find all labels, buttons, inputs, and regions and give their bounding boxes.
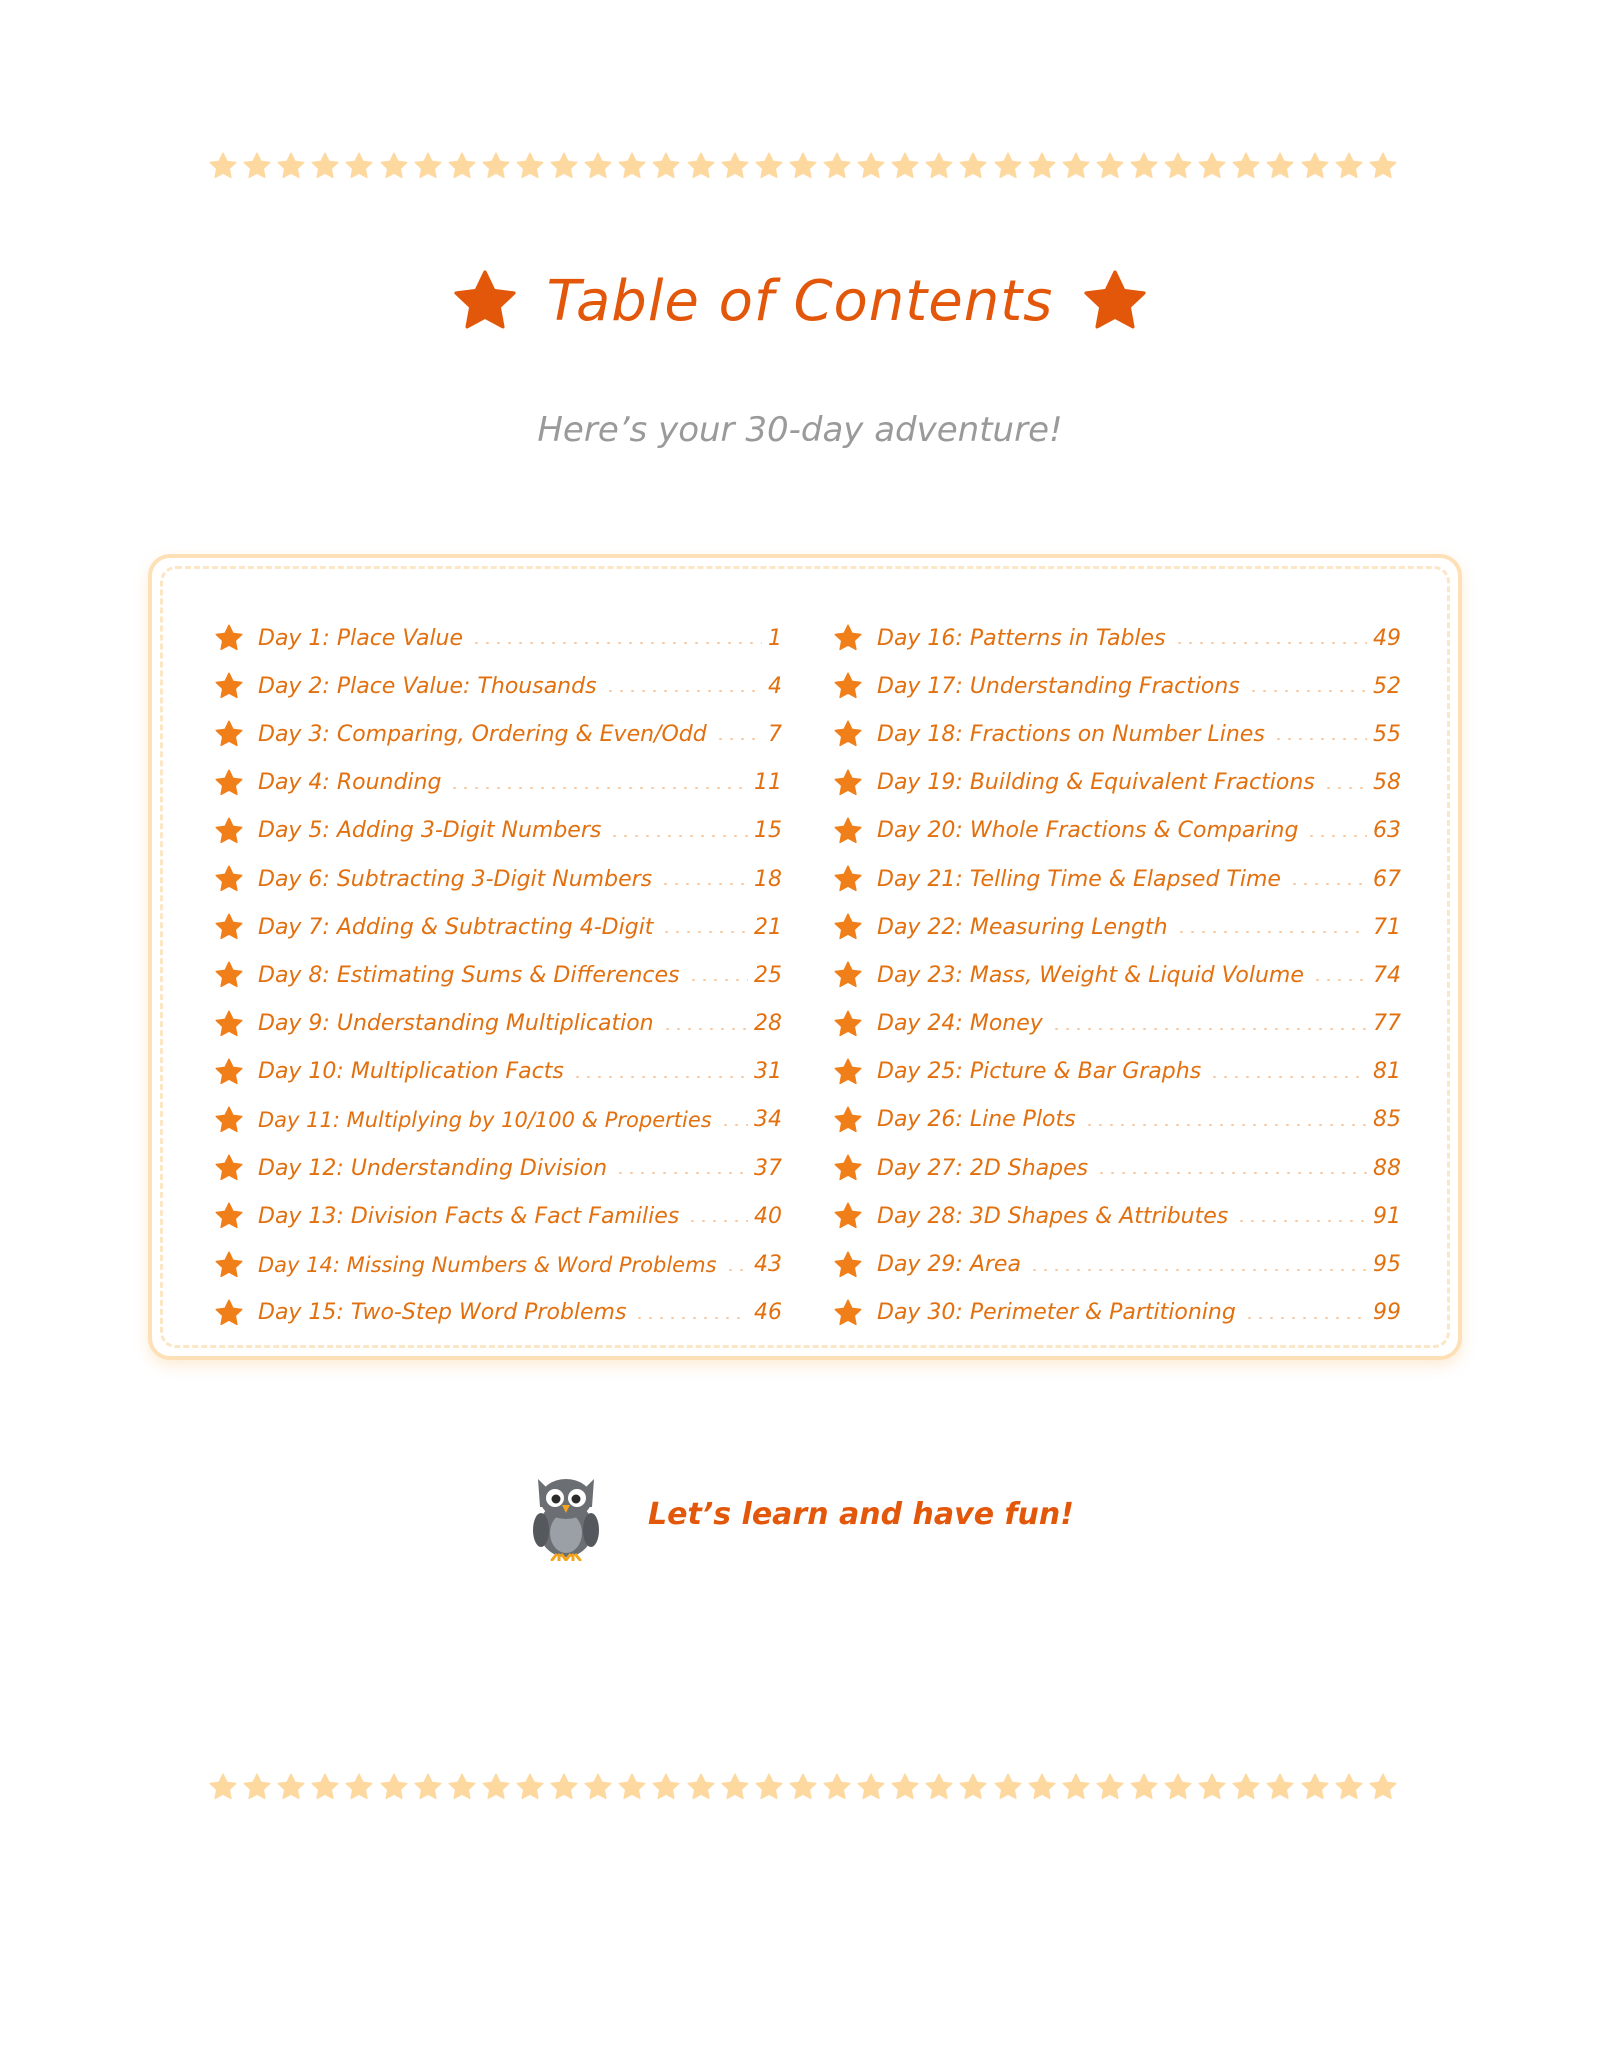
toc-entry[interactable]: [214, 855, 782, 903]
toc-entry-title: Day 6: Subtracting 3-Digit Numbers: [258, 866, 653, 892]
star-icon: [1061, 151, 1091, 181]
star-icon: [686, 151, 716, 181]
toc-entry-page: 49: [1373, 625, 1401, 651]
toc-entry[interactable]: [214, 1000, 782, 1048]
toc-entry-title: Day 12: Understanding Division: [258, 1155, 608, 1181]
star-icon: [1027, 151, 1057, 181]
dot-leader: [1084, 1124, 1367, 1126]
dot-leader: [615, 1172, 748, 1174]
dot-leader: [660, 883, 748, 885]
star-icon: [617, 151, 647, 181]
toc-entry[interactable]: [214, 1048, 782, 1096]
star-icon: [1163, 1772, 1193, 1802]
toc-entry-title: Day 18: Fractions on Number Lines: [877, 721, 1265, 747]
dot-leader: [1244, 1317, 1367, 1319]
toc-entry-title: Day 8: Estimating Sums & Differences: [258, 962, 680, 988]
star-icon: [242, 151, 272, 181]
dot-leader: [661, 931, 748, 933]
dot-leader: [1248, 690, 1367, 692]
star-icon: [379, 1772, 409, 1802]
star-icon: [413, 151, 443, 181]
toc-entry-title: Day 20: Whole Fractions & Comparing: [877, 818, 1299, 844]
star-icon: [413, 1772, 443, 1802]
toc-column-right: [833, 614, 1401, 1337]
toc-entry-page: 81: [1373, 1059, 1401, 1085]
dot-leader: [1306, 835, 1367, 837]
toc-entry-title: Day 24: Money: [877, 1011, 1043, 1037]
footer-text: Let’s learn and have fun!: [648, 1496, 1074, 1532]
star-icon: [833, 671, 877, 701]
star-icon: [833, 1250, 877, 1280]
toc-entry[interactable]: [214, 807, 782, 855]
star-icon: [1334, 1772, 1364, 1802]
star-icon: [214, 960, 258, 990]
toc-entry-title: Day 7: Adding & Subtracting 4-Digit: [258, 914, 654, 940]
star-icon: [214, 864, 258, 894]
star-icon: [583, 151, 613, 181]
toc-entry[interactable]: [833, 1289, 1401, 1337]
star-icon: [214, 671, 258, 701]
toc-entry-page: 74: [1373, 962, 1401, 988]
toc-entry-page: 18: [754, 866, 782, 892]
dot-leader: [725, 1269, 748, 1271]
star-icon: [549, 1772, 579, 1802]
star-icon: [451, 267, 519, 335]
toc-entry[interactable]: [214, 614, 782, 662]
toc-entry-title: Day 5: Adding 3-Digit Numbers: [258, 818, 602, 844]
star-icon: [833, 816, 877, 846]
star-icon: [583, 1772, 613, 1802]
star-icon: [310, 151, 340, 181]
toc-entry-title: Day 16: Patterns in Tables: [877, 625, 1166, 651]
toc-entry-title: Day 19: Building & Equivalent Fractions: [877, 770, 1315, 796]
star-icon: [214, 1009, 258, 1039]
toc-entry[interactable]: [214, 1192, 782, 1240]
toc-entry[interactable]: [833, 903, 1401, 951]
toc-entry[interactable]: [214, 1289, 782, 1337]
star-icon: [651, 151, 681, 181]
star-icon: [1300, 151, 1330, 181]
star-icon: [1265, 151, 1295, 181]
star-icon: [890, 1772, 920, 1802]
star-icon: [276, 151, 306, 181]
dot-leader: [449, 787, 748, 789]
toc-entry-title: Day 21: Telling Time & Elapsed Time: [877, 866, 1281, 892]
star-icon: [720, 1772, 750, 1802]
toc-entry-page: 58: [1373, 770, 1401, 796]
toc-entry[interactable]: [833, 710, 1401, 758]
star-icon: [214, 1250, 258, 1280]
star-icon: [1300, 1772, 1330, 1802]
toc-entry-page: 91: [1373, 1203, 1401, 1229]
toc-entry[interactable]: [833, 759, 1401, 807]
toc-entry-page: 34: [754, 1107, 782, 1133]
toc-entry[interactable]: [214, 1096, 782, 1144]
star-icon: [822, 1772, 852, 1802]
star-icon: [447, 1772, 477, 1802]
dot-leader: [688, 979, 748, 981]
dot-leader: [1273, 738, 1367, 740]
toc-entry-page: 31: [754, 1059, 782, 1085]
star-icon: [958, 1772, 988, 1802]
toc-entry-title: Day 4: Rounding: [258, 770, 442, 796]
star-icon: [833, 1201, 877, 1231]
star-icon: [1163, 151, 1193, 181]
star-icon: [1368, 1772, 1398, 1802]
star-icon: [754, 1772, 784, 1802]
toc-entry-page: 52: [1373, 673, 1401, 699]
star-icon: [686, 1772, 716, 1802]
star-icon: [214, 816, 258, 846]
toc-entry-page: 77: [1373, 1011, 1401, 1037]
toc-entry-page: 7: [768, 721, 782, 747]
toc-entry-title: Day 9: Understanding Multiplication: [258, 1011, 654, 1037]
toc-entry-page: 55: [1373, 721, 1401, 747]
star-icon: [788, 1772, 818, 1802]
toc-entry-page: 88: [1373, 1155, 1401, 1181]
toc-entry[interactable]: [214, 951, 782, 999]
star-icon: [1197, 1772, 1227, 1802]
toc-entry-page: 40: [754, 1203, 782, 1229]
dot-leader: [609, 835, 748, 837]
star-icon: [214, 912, 258, 942]
toc-entry-title: Day 2: Place Value: Thousands: [258, 673, 597, 699]
bottom-star-border: [208, 1770, 1398, 1804]
toc-entry[interactable]: [214, 710, 782, 758]
star-icon: [833, 719, 877, 749]
star-icon: [1081, 267, 1149, 335]
star-icon: [208, 151, 238, 181]
toc-entry-page: 95: [1373, 1252, 1401, 1278]
star-icon: [720, 151, 750, 181]
toc-entry[interactable]: [833, 662, 1401, 710]
star-icon: [379, 151, 409, 181]
star-icon: [1197, 151, 1227, 181]
toc-entry[interactable]: [214, 1240, 782, 1288]
star-icon: [617, 1772, 647, 1802]
star-icon: [549, 151, 579, 181]
star-icon: [890, 151, 920, 181]
star-icon: [833, 1153, 877, 1183]
toc-entry[interactable]: [833, 807, 1401, 855]
dot-leader: [605, 690, 762, 692]
star-icon: [214, 768, 258, 798]
dot-leader: [1236, 1220, 1367, 1222]
toc-entry-page: 43: [754, 1252, 782, 1278]
page-subtitle: Here’s your 30-day adventure!: [537, 410, 1063, 450]
star-icon: [1334, 151, 1364, 181]
toc-entry[interactable]: [214, 903, 782, 951]
toc-entry-page: 11: [754, 770, 782, 796]
toc-entry-title: Day 15: Two-Step Word Problems: [258, 1300, 627, 1326]
toc-entry[interactable]: [833, 614, 1401, 662]
star-icon: [344, 151, 374, 181]
toc-column-left: [214, 614, 782, 1337]
toc-entry[interactable]: [833, 1048, 1401, 1096]
toc-entry-page: 28: [754, 1011, 782, 1037]
star-icon: [924, 1772, 954, 1802]
toc-entry[interactable]: [214, 1144, 782, 1192]
toc-entry-title: Day 3: Comparing, Ordering & Even/Odd: [258, 721, 707, 747]
star-icon: [214, 1201, 258, 1231]
dot-leader: [1209, 1076, 1367, 1078]
star-icon: [208, 1772, 238, 1802]
toc-entry-page: 63: [1373, 818, 1401, 844]
toc-entry-title: Day 13: Division Facts & Fact Families: [258, 1203, 680, 1229]
star-icon: [833, 960, 877, 990]
toc-entry-page: 37: [754, 1155, 782, 1181]
page-title: Table of Contents: [546, 268, 1054, 334]
toc-entry[interactable]: [833, 1096, 1401, 1144]
toc-entry-title: Day 27: 2D Shapes: [877, 1155, 1089, 1181]
star-icon: [1231, 151, 1261, 181]
owl-icon: [526, 1467, 606, 1561]
dot-leader: [471, 642, 762, 644]
toc-box: [148, 554, 1462, 1360]
star-icon: [214, 1057, 258, 1087]
toc-entry[interactable]: [833, 1144, 1401, 1192]
star-icon: [958, 151, 988, 181]
toc-entry-title: Day 25: Picture & Bar Graphs: [877, 1059, 1202, 1085]
toc-entry-page: 99: [1373, 1300, 1401, 1326]
dot-leader: [1029, 1269, 1367, 1271]
star-icon: [833, 768, 877, 798]
dot-leader: [572, 1076, 748, 1078]
star-icon: [754, 151, 784, 181]
star-icon: [310, 1772, 340, 1802]
star-icon: [833, 864, 877, 894]
top-star-border: [208, 149, 1398, 183]
toc-entry-page: 15: [754, 818, 782, 844]
star-icon: [481, 1772, 511, 1802]
star-icon: [833, 1298, 877, 1328]
toc-entry[interactable]: [833, 1192, 1401, 1240]
star-icon: [856, 1772, 886, 1802]
star-icon: [1129, 1772, 1159, 1802]
star-icon: [276, 1772, 306, 1802]
star-icon: [214, 623, 258, 653]
star-icon: [1027, 1772, 1057, 1802]
star-icon: [993, 1772, 1023, 1802]
star-icon: [344, 1772, 374, 1802]
toc-entry-title: Day 17: Understanding Fractions: [877, 673, 1240, 699]
star-icon: [515, 151, 545, 181]
dot-leader: [634, 1317, 748, 1319]
toc-entry-title: Day 29: Area: [877, 1252, 1021, 1278]
star-icon: [1231, 1772, 1261, 1802]
toc-entry-title: Day 1: Place Value: [258, 625, 464, 651]
star-icon: [1095, 1772, 1125, 1802]
star-icon: [1265, 1772, 1295, 1802]
toc-entry-page: 25: [754, 962, 782, 988]
toc-entry-title: Day 14: Missing Numbers & Word Problems: [258, 1252, 717, 1277]
toc-entry-title: Day 28: 3D Shapes & Attributes: [877, 1203, 1229, 1229]
title-row: [0, 256, 1600, 346]
star-icon: [788, 151, 818, 181]
dot-leader: [715, 738, 762, 740]
dot-leader: [1096, 1172, 1367, 1174]
toc-entry-page: 46: [754, 1300, 782, 1326]
toc-entry-title: Day 23: Mass, Weight & Liquid Volume: [877, 962, 1304, 988]
toc-entry-title: Day 22: Measuring Length: [877, 914, 1168, 940]
dot-leader: [1051, 1028, 1367, 1030]
star-icon: [822, 151, 852, 181]
star-icon: [833, 623, 877, 653]
star-icon: [833, 1009, 877, 1039]
toc-entry[interactable]: [833, 855, 1401, 903]
toc-entry-title: Day 26: Line Plots: [877, 1107, 1076, 1133]
star-icon: [1129, 151, 1159, 181]
star-icon: [856, 151, 886, 181]
toc-entry-page: 67: [1373, 866, 1401, 892]
dot-leader: [1323, 787, 1367, 789]
dot-leader: [1312, 979, 1367, 981]
star-icon: [481, 151, 511, 181]
toc-entry-page: 71: [1373, 914, 1401, 940]
toc-entry-title: Day 30: Perimeter & Partitioning: [877, 1300, 1236, 1326]
dot-leader: [687, 1220, 748, 1222]
toc-entry-title: Day 11: Multiplying by 10/100 & Properties: [258, 1107, 712, 1132]
star-icon: [993, 151, 1023, 181]
dot-leader: [662, 1028, 748, 1030]
star-icon: [833, 1057, 877, 1087]
footer: [0, 1466, 1600, 1562]
dot-leader: [1176, 931, 1367, 933]
star-icon: [515, 1772, 545, 1802]
toc-entry-page: 4: [768, 673, 782, 699]
star-icon: [1095, 151, 1125, 181]
star-icon: [447, 151, 477, 181]
toc-entry-page: 85: [1373, 1107, 1401, 1133]
star-icon: [833, 912, 877, 942]
star-icon: [924, 151, 954, 181]
star-icon: [214, 719, 258, 749]
star-icon: [1061, 1772, 1091, 1802]
dot-leader: [720, 1124, 748, 1126]
toc-entry-title: Day 10: Multiplication Facts: [258, 1059, 564, 1085]
star-icon: [833, 1105, 877, 1135]
star-icon: [214, 1153, 258, 1183]
toc-entry-page: 21: [754, 914, 782, 940]
star-icon: [651, 1772, 681, 1802]
toc-entry[interactable]: [214, 662, 782, 710]
toc-entry[interactable]: [833, 1000, 1401, 1048]
star-icon: [242, 1772, 272, 1802]
toc-entry[interactable]: [214, 759, 782, 807]
dot-leader: [1174, 642, 1367, 644]
star-icon: [1368, 151, 1398, 181]
star-icon: [214, 1105, 258, 1135]
star-icon: [214, 1298, 258, 1328]
toc-entry-page: 1: [768, 625, 782, 651]
dot-leader: [1289, 883, 1367, 885]
toc-entry[interactable]: [833, 1240, 1401, 1288]
toc-entry[interactable]: [833, 951, 1401, 999]
